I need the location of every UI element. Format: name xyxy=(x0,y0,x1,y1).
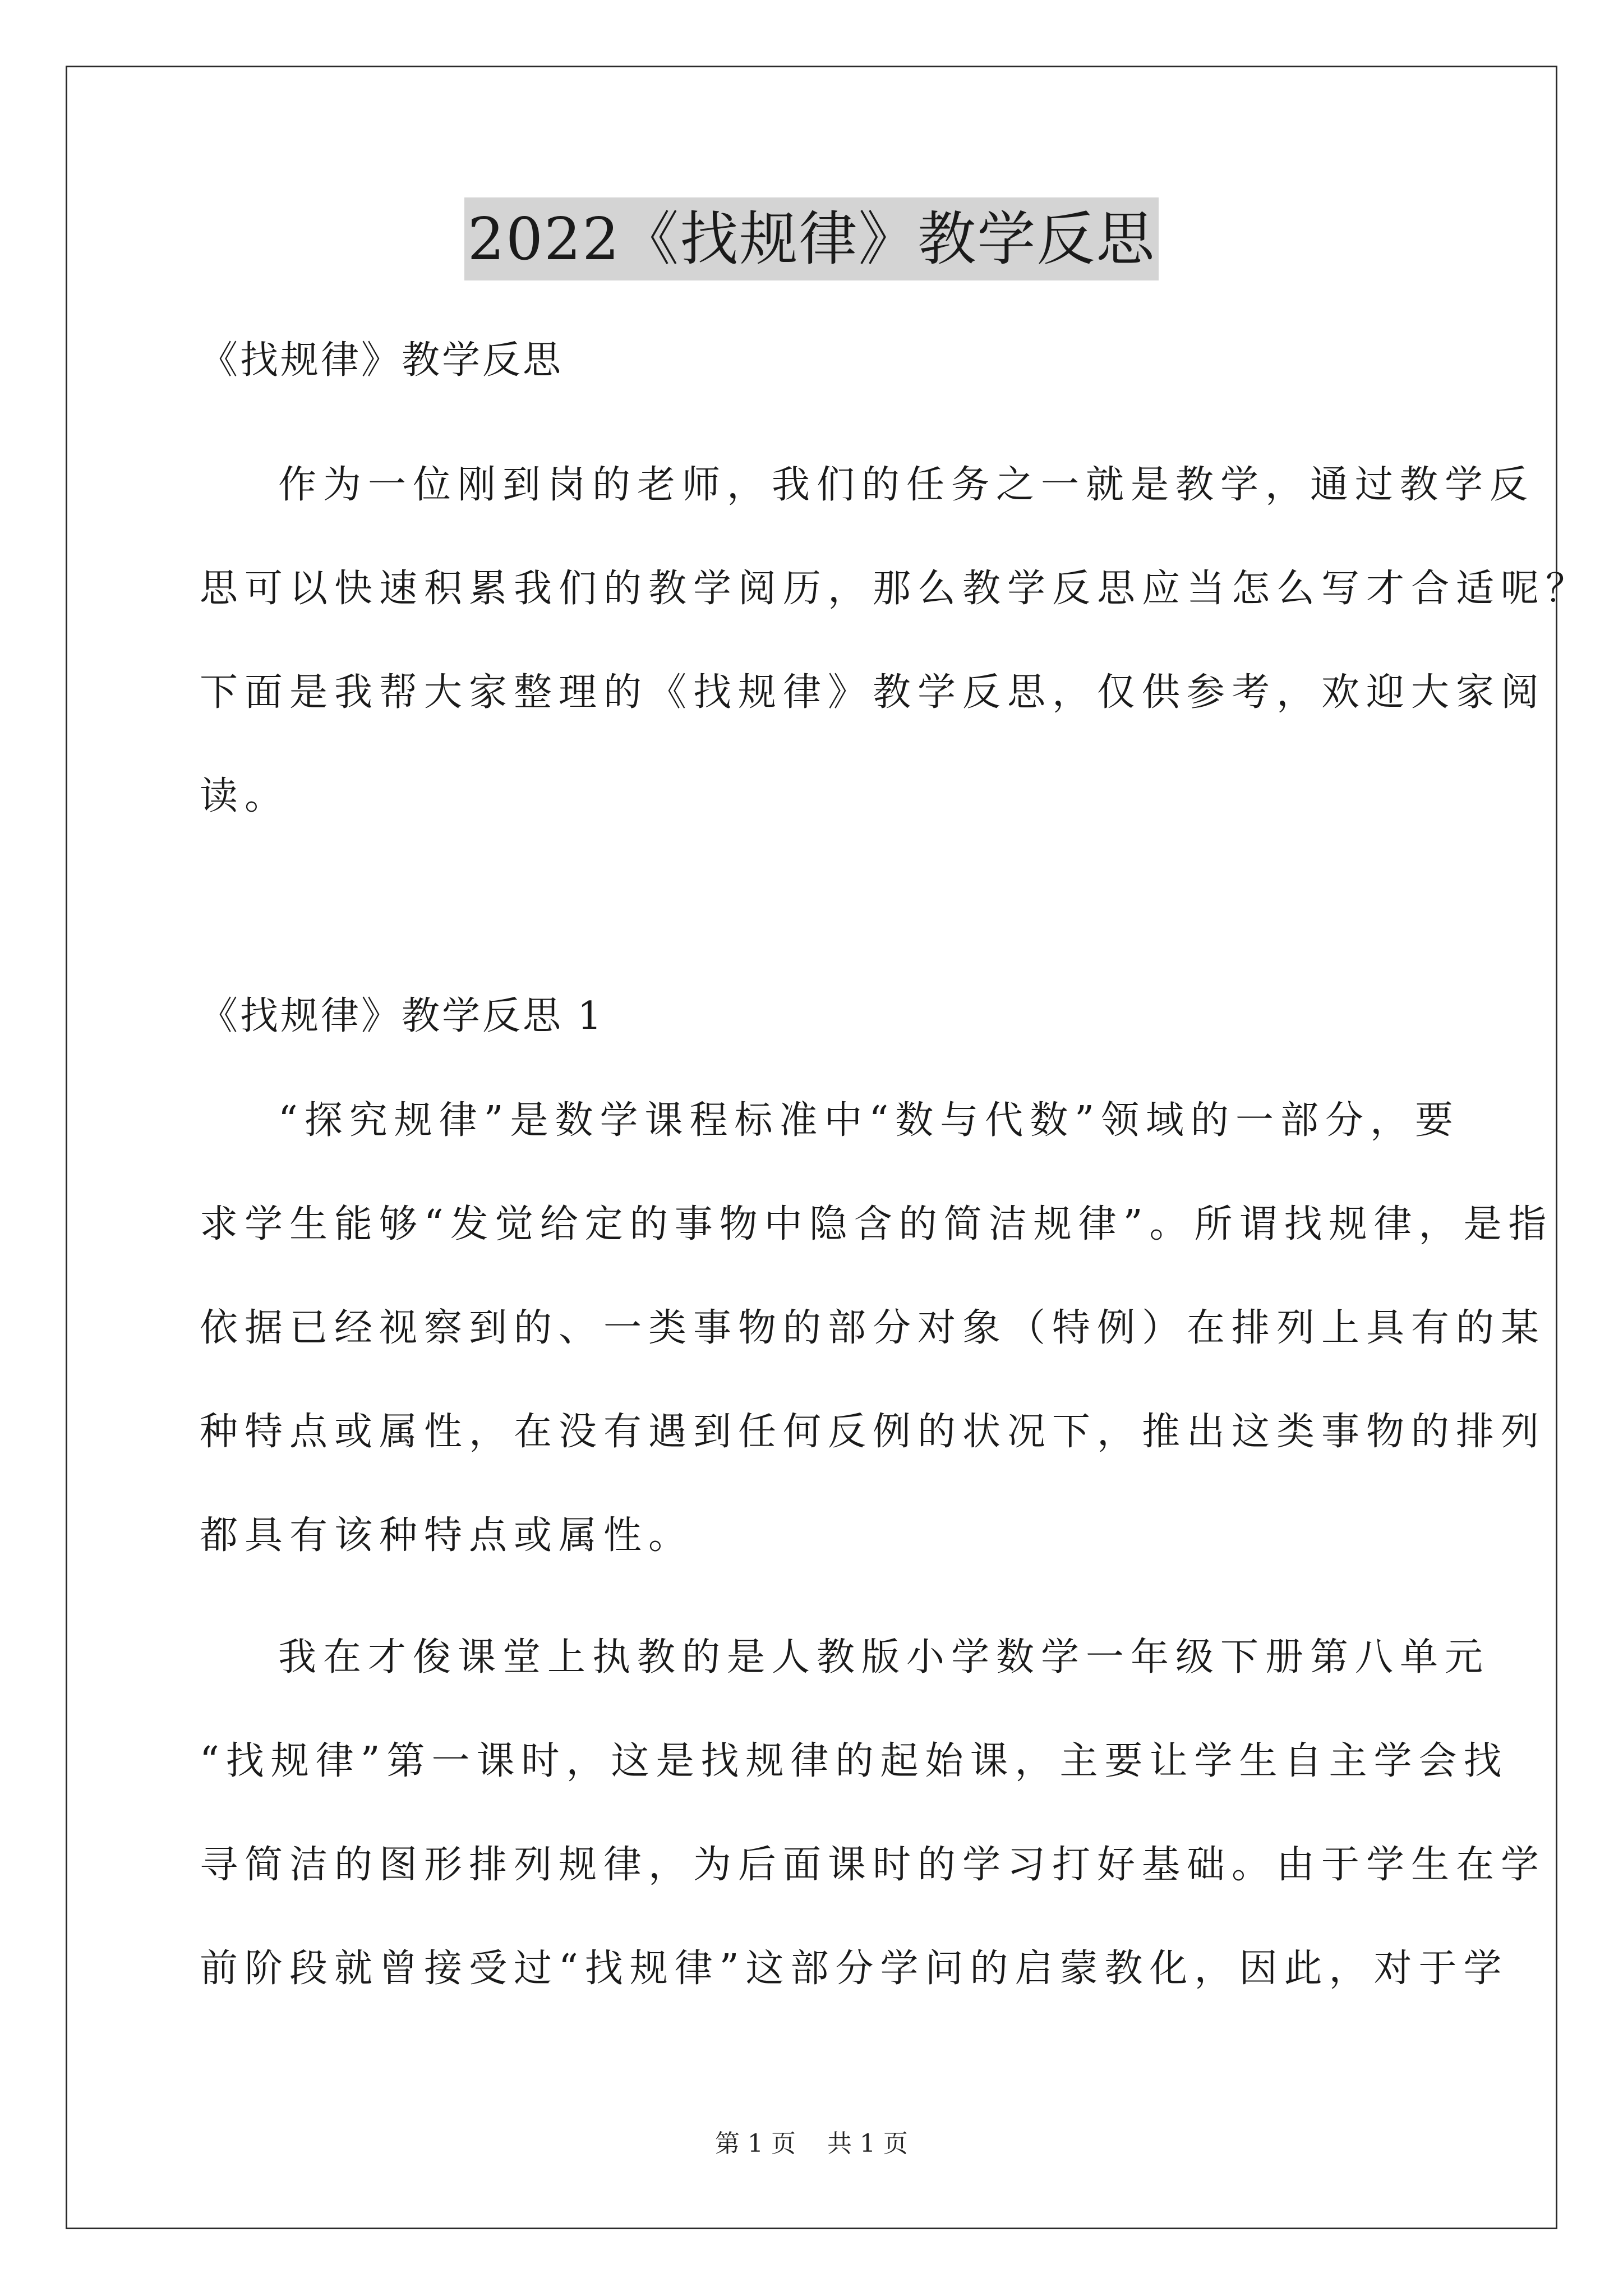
section-heading-intro: 《找规律》教学反思 xyxy=(200,338,564,383)
paragraph-line: 前阶段就曾接受过“找规律”这部分学问的启蒙教化，因此，对于学 xyxy=(200,1947,1509,1991)
paragraph-line: 种特点或属性，在没有遇到任何反例的状况下，推出这类事物的排列 xyxy=(200,1410,1546,1454)
paragraph-line: 读。 xyxy=(200,774,290,818)
paragraph-line: 依据已经视察到的、一类事物的部分对象（特例）在排列上具有的某 xyxy=(200,1306,1546,1350)
paragraph-line: 我在才俊课堂上执教的是人教版小学数学一年级下册第八单元 xyxy=(278,1635,1490,1680)
page-number-footer: 第 1 页 共 1 页 xyxy=(715,2129,908,2158)
paragraph-line: 寻简洁的图形排列规律，为后面课时的学习打好基础。由于学生在学 xyxy=(200,1843,1546,1887)
paragraph-line: 下面是我帮大家整理的《找规律》教学反思，仅供参考，欢迎大家阅 xyxy=(200,670,1546,715)
paragraph-line: “找规律”第一课时，这是找规律的起始课，主要让学生自主学会找 xyxy=(200,1739,1509,1783)
paragraph-line: “探究规律”是数学课程标准中“数与代数”领域的一部分，要 xyxy=(278,1098,1460,1143)
title-container xyxy=(0,197,1623,280)
section-heading-1: 《找规律》教学反思 1 xyxy=(200,994,604,1038)
paragraph-line: 求学生能够“发觉给定的事物中隐含的简洁规律”。所谓找规律，是指 xyxy=(200,1202,1553,1246)
paragraph-line: 思可以快速积累我们的教学阅历，那么教学反思应当怎么写才合适呢？ xyxy=(200,567,1591,611)
paragraph-line: 都具有该种特点或属性。 xyxy=(200,1513,694,1558)
paragraph-line: 作为一位刚到岗的老师，我们的任务之一就是教学，通过教学反 xyxy=(278,463,1535,507)
document-title: 2022《找规律》教学反思 xyxy=(464,197,1159,280)
